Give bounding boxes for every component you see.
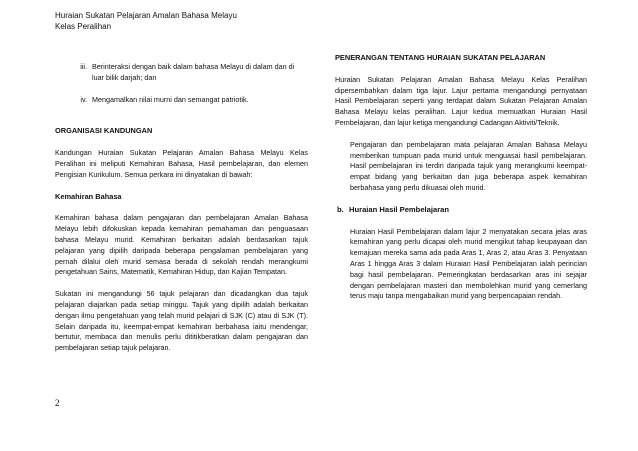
section-heading-organisasi: ORGANISASI KANDUNGAN <box>55 126 153 136</box>
running-header <box>55 11 237 32</box>
section-heading-penerangan: PENERANGAN TENTANG HURAIAN SUKATAN PELAJARAN <box>335 53 546 62</box>
header-subtitle: Kelas Peralihan <box>55 21 112 31</box>
subsection-letter: b. <box>337 204 344 214</box>
left-column <box>55 62 308 354</box>
list-number: iv. <box>80 94 87 104</box>
paragraph-organisasi: Kandungan Huraian Sukatan Pelajaran Amalan Bahasa Melayu Kelas Peralihan ini meliputi Kemahiran Bahasa, Hasil pembelajaran, dan elemen Pengisian Kurikulum. Semua perkara ini dinyatakan di bawah: <box>55 148 308 179</box>
list-item <box>70 95 308 106</box>
list-text: Mengamalkan nilai murni dan semangat patriotik. <box>92 94 249 104</box>
right-column <box>335 53 587 302</box>
list-item <box>70 62 308 84</box>
paragraph-pengajaran: Pengajaran dan pembelajaran mata pelajaran Amalan Bahasa Melayu memberikan tumpuan pada murid untuk menguasai hasil pembelajaran. Hasil pembelajaran ini terdiri daripada tajuk yang merangkumi keempat-empat bidang yang berkaitan dan juga beberapa aspek kemahiran berbahasa yang perlu dikuasai oleh murid. <box>350 139 587 192</box>
subsection-title: Huraian Hasil Pembelajaran <box>349 204 450 214</box>
paragraph-kemahiran-2: Sukatan ini mengandungi 56 tajuk pelajaran dan dicadangkan dua tajuk pelajaran diajarkan pada setiap minggu. Tajuk yang dipilih adalah berkaitan dengan ilmu pengetahuan yang telah murid pelajari di SJK (C) atau di SJK (T). Selain daripada itu, keempat-empat kemahiran berbahasa iaitu mendengar, bertutur, membaca dan menulis perlu dititikberatkan dalam pengajaran dan pembelajaran setiap tajuk pelajaran. <box>55 289 308 353</box>
paragraph-kemahiran-1: Kemahiran bahasa dalam pengajaran dan pembelajaran Amalan Bahasa Melayu lebih difokuskan kepada kemahiran pemahaman dan penguasaan bahasa Melayu murid. Kemahiran berkaitan adalah berdasarkan tajuk pelajaran yang dipilih daripada beberapa pengalaman pembelajaran yang pernah dilalui oleh murid semasa berada di sekolah rendah merangkumi pengetahuan Sains, Matematik, Kemahiran Hidup, dan Kajian Tempatan. <box>55 213 308 277</box>
paragraph-penerangan: Huraian Sukatan Pelajaran Amalan Bahasa Melayu Kelas Peralihan dipersembahkan dalam tiga lajur. Lajur pertama mengandungi pernyataan Hasil Pembelajaran seperti yang terdapat dalam Sukatan Pelajaran Amalan Bahasa Melayu kelas peralihan. Lajur kedua memuatkan Huraian Hasil Pembelajaran, dan lajur ketiga mengandungi Cadangan Aktiviti/Teknik. <box>335 74 587 127</box>
list-text: Berinteraksi dengan baik dalam bahasa Melayu di dalam dan di luar bilik darjah; dan <box>92 62 295 82</box>
paragraph-huraian: Huraian Hasil Pembelajaran dalam lajur 2 menyatakan secara jelas aras kemahiran yang perlu dicapai oleh murid mengikut tahap keupayaan dan kemajuan mereka sama ada pada Aras 1, Aras 2, atau Aras 3. Penyataan Aras 1 hingga Aras 3 dalam Huraian Hasil Pembelajaran ialah perincian bagi hasil pembelajaran. Pemeringkatan berdasarkan aras ini sejajar dengan pembelajaran masteri dan membolehkan murid yang cemerlang terus maju tanpa mengabaikan murid yang berpencapaian rendah. <box>350 226 587 301</box>
section-heading-kemahiran: Kemahiran Bahasa <box>55 191 122 201</box>
list-number: iii. <box>80 62 87 71</box>
subsection-heading-huraian <box>337 205 587 216</box>
page-number: 2 <box>55 398 60 408</box>
header-title: Huraian Sukatan Pelajaran Amalan Bahasa Melayu <box>55 11 237 20</box>
